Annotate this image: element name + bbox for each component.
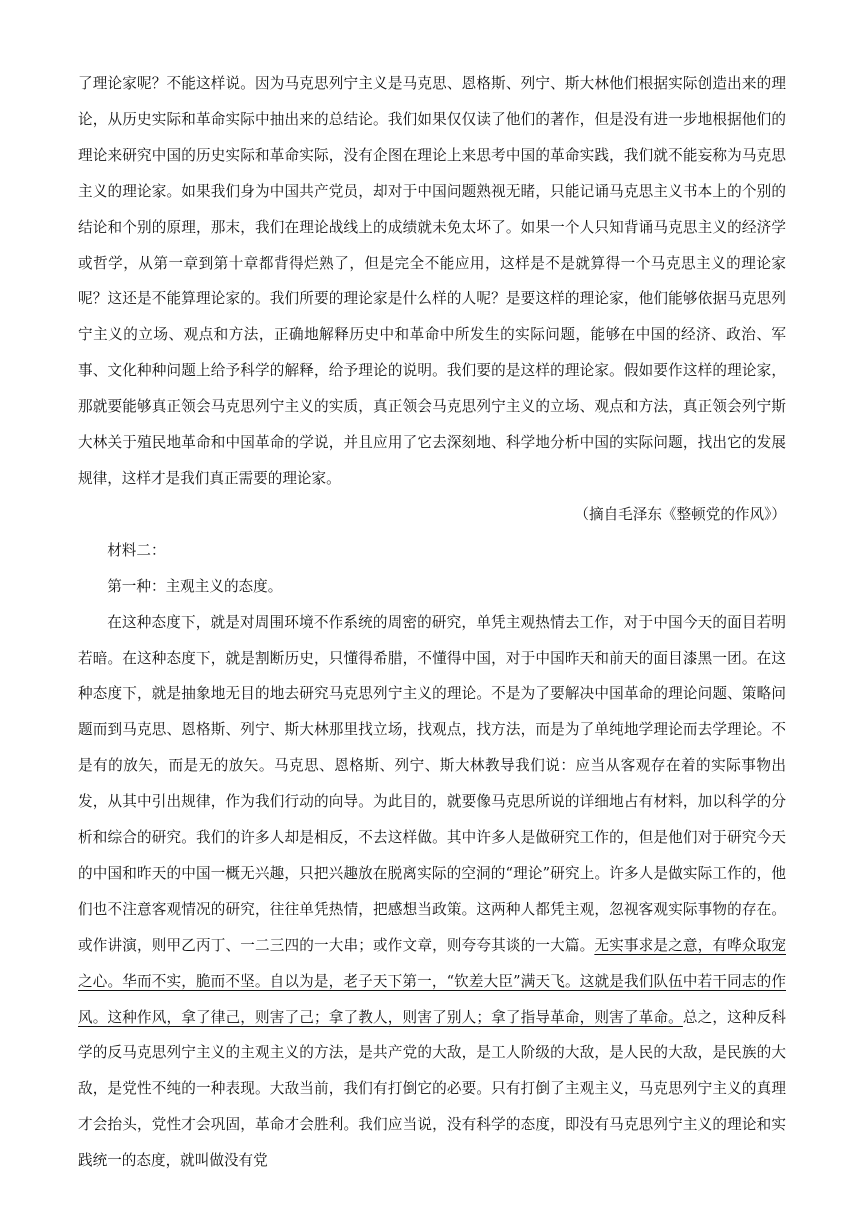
material-two-label: 材料二：	[107, 541, 166, 559]
document-page	[78, 66, 786, 1179]
paragraph-text-before-underline: 在这种态度下，就是对周围环境不作系统的周密的研究，单凭主观热情去工作，对于中国今天的面目若明若暗。在这种态度下，就是割断历史，只懂得希腊，不懂得中国，对于中国昨天和前天的面目漆黑一团。在这种态度下，就是抽象地无目的地去研究马克思列宁主义的理论。不是为了要解决中国革命的理论问题、策略问题而到马克思、恩格斯、列宁、斯大林那里找立场，找观点，找方法，而是为了单纯地学理论而去学理论。不是有的放矢，而是无的放矢。马克思、恩格斯、列宁、斯大林教导我们说：应当从客观存在着的实际事物出发，从其中引出规律，作为我们行动的向导。为此目的，就要像马克思所说的详细地占有材料，加以科学的分析和综合的研究。我们的许多人却是相反，不去这样做。其中许多人是做研究工作的，但是他们对于研究今天的中国和昨天的中国一概无兴趣，只把兴趣放在脱离实际的空洞的“理论”研究上。许多人是做实际工作的，他们也不注意客观情况的研究，往往单凭热情，把感想当政策。这两种人都凭主观，忽视客观实际事物的存在。或作讲演，则甲乙丙丁、一二三四的一大串；或作文章，则夸夸其谈的一大篇。	[78, 613, 786, 954]
underlined-passage: 无实事求是之意，有哗众取宠之心。华而不实，脆而不坚。自以为是，老子天下第一，“钦差大臣”满天飞。这就是我们队伍中若干同志的作风。这种作风，拿了律己，则害了己；拿了教人，则害了别人；拿了指导革命，则害了革命。	[78, 936, 786, 1026]
material-two-heading: 第一种：主观主义的态度。	[107, 577, 283, 595]
material-one-source: （摘自毛泽东《整顿党的作风》）	[574, 505, 786, 523]
paragraph-text-after-underline: 总之，这种反科学的反马克思列宁主义的主观主义的方法，是共产党的大敌，是工人阶级的大敌，是人民的大敌，是民族的大敌，是党性不纯的一种表现。大敌当前，我们有打倒它的必要。只有打倒了主观主义，马克思列宁主义的真理才会抬头，党性才会巩固，革命才会胜利。我们应当说，没有科学的态度，即没有马克思列宁主义的理论和实践统一的态度，就叫做没有党	[78, 1008, 786, 1170]
material-one-paragraph: 了理论家呢？不能这样说。因为马克思列宁主义是马克思、恩格斯、列宁、斯大林他们根据实际创造出来的理论，从历史实际和革命实际中抽出来的总结论。我们如果仅仅读了他们的著作，但是没有进一步地根据他们的理论来研究中国的历史实际和革命实际，没有企图在理论上来思考中国的革命实践，我们就不能妄称为马克思主义的理论家。如果我们身为中国共产党员，却对于中国问题熟视无睹，只能记诵马克思主义书本上的个别的结论和个别的原理，那末，我们在理论战线上的成绩就未免太坏了。如果一个人只知背诵马克思主义的经济学或哲学，从第一章到第十章都背得烂熟了，但是完全不能应用，这样是不是就算得一个马克思主义的理论家呢？这还是不能算理论家的。我们所要的理论家是什么样的人呢？是要这样的理论家，他们能够依据马克思列宁主义的立场、观点和方法，正确地解释历史中和革命中所发生的实际问题，能够在中国的经济、政治、军事、文化种种问题上给予科学的解释，给予理论的说明。我们要的是这样的理论家。假如要作这样的理论家，那就要能够真正领会马克思列宁主义的实质，真正领会马克思列宁主义的立场、观点和方法，真正领会列宁斯大林关于殖民地革命和中国革命的学说，并且应用了它去深刻地、科学地分析中国的实际问题，找出它的发展规律，这样才是我们真正需要的理论家。	[78, 75, 786, 487]
material-two-paragraph	[78, 605, 786, 1180]
